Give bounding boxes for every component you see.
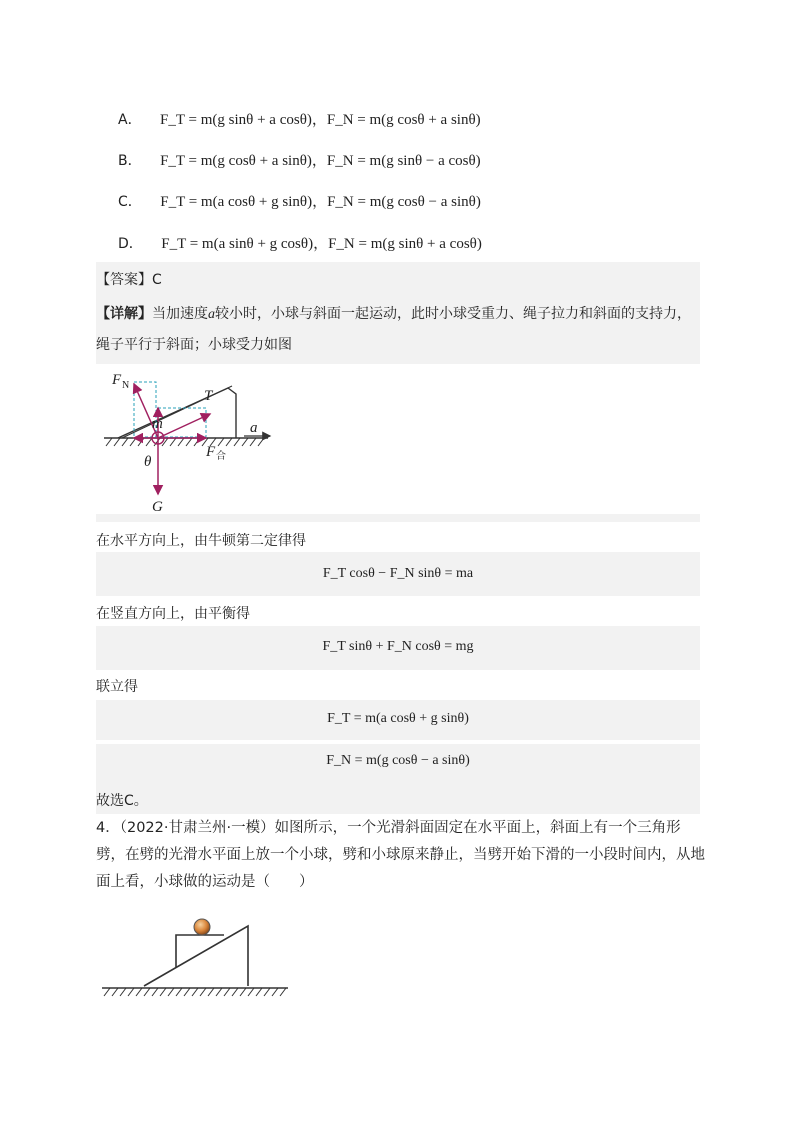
question-4-text: 4．（2022·甘肃兰州·一模）如图所示，一个光滑斜面固定在水平面上，斜面上有一个三角形劈，在劈的光滑水平面上放一个小球，劈和小球原来静止，当劈开始下滑的一小段时间内，从地面上看，小球做的运动是（ ） — [96, 820, 705, 890]
detail-text-2: 较小时，小球与斜面一起运动，此时小球受重力、绳子拉力和斜面的支持力， — [215, 306, 691, 322]
label-a: a — [250, 420, 258, 436]
small-ball — [194, 919, 210, 935]
option-c-formula: F_T = m(a cosθ + g sinθ)，F_N = m(g cosθ − a sinθ) — [160, 194, 481, 210]
label-m: m — [152, 416, 163, 432]
detail-text-1: 当加速度 — [152, 306, 208, 322]
force-arrows — [134, 384, 210, 494]
triangular-wedge — [176, 935, 224, 967]
detail-text-3: 绳子平行于斜面；小球受力如图 — [96, 337, 292, 353]
label-fn-sub: N — [122, 380, 130, 391]
label-t: T — [204, 388, 213, 404]
equation-1: F_T cosθ − F_N sinθ = ma — [322, 566, 474, 581]
option-c — [118, 190, 481, 211]
detail-var-a: a — [208, 307, 215, 322]
eq-gap — [96, 740, 700, 744]
option-b-formula: F_T = m(g cosθ + a sinθ)，F_N = m(g sinθ − a cosθ) — [160, 153, 481, 169]
ground-hatch — [106, 438, 264, 446]
combine-text: 联立得 — [96, 679, 138, 695]
option-d-formula: F_T = m(a sinθ + g cosθ)，F_N = m(g sinθ + a cosθ) — [161, 236, 482, 252]
conclusion: 故选C。 — [96, 793, 148, 809]
label-g: G — [152, 499, 163, 514]
text-band-3 — [96, 670, 700, 700]
option-d-letter: D． — [118, 236, 143, 252]
label-fn: F — [112, 372, 122, 388]
equation-4: F_N = m(g cosθ − a sinθ) — [326, 753, 470, 768]
answer-line: 【答案】C — [96, 272, 162, 288]
wedge-ball-figure — [98, 912, 294, 1002]
equation-2: F_T sinθ + F_N cosθ = mg — [322, 639, 474, 654]
equation-3: F_T = m(a cosθ + g sinθ) — [327, 711, 469, 726]
label-f-he-sub: 合 — [216, 451, 226, 462]
detail-label: 【详解】 — [96, 306, 152, 322]
option-b-letter: B． — [118, 153, 142, 169]
force-diagram — [98, 366, 280, 514]
detail-paragraph — [96, 299, 706, 360]
option-d — [118, 232, 482, 253]
label-theta: θ — [144, 454, 152, 470]
horizontal-text: 在水平方向上，由牛顿第二定律得 — [96, 533, 306, 549]
vertical-text: 在竖直方向上，由平衡得 — [96, 606, 250, 622]
option-a-letter: A． — [118, 112, 142, 128]
option-c-letter: C． — [118, 194, 142, 210]
ground-hatch-2 — [104, 988, 286, 996]
option-a-formula: F_T = m(g sinθ + a cosθ)，F_N = m(g cosθ + a sinθ) — [160, 112, 481, 128]
option-a — [118, 108, 481, 129]
incline-wedge — [118, 388, 236, 438]
option-b — [118, 149, 481, 170]
label-f-he: F — [206, 444, 216, 460]
